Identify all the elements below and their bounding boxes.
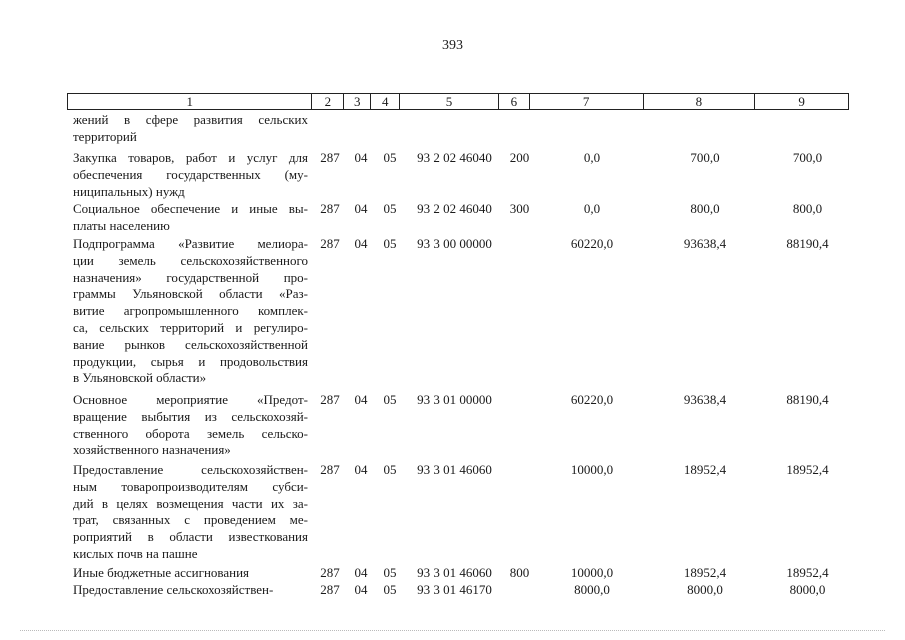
cell-col-8: 18952,4 bbox=[683, 565, 727, 580]
description-line: трат, связанных с проведением ме- bbox=[73, 512, 308, 528]
description-line: Предоставление сельскохозяйствен- bbox=[73, 462, 308, 477]
description-line: Закупка товаров, работ и услуг для bbox=[73, 150, 308, 165]
cell-col-5: 93 3 01 00000 bbox=[417, 392, 492, 407]
cell-col-9: 800,0 bbox=[792, 201, 823, 216]
cell-col-8: 93638,4 bbox=[683, 236, 727, 251]
cell-col-3: 04 bbox=[354, 150, 368, 165]
cell-col-9: 88190,4 bbox=[786, 392, 829, 407]
header-cell: 6 bbox=[499, 94, 530, 109]
header-cell: 7 bbox=[530, 94, 644, 109]
cell-col-4: 05 bbox=[383, 236, 397, 251]
cell-col-4: 05 bbox=[383, 201, 397, 216]
description-line: платы населению bbox=[73, 217, 170, 233]
row-description bbox=[73, 150, 308, 200]
cell-col-6: 800 bbox=[509, 565, 530, 580]
description-line: жений в сфере развития сельских bbox=[73, 112, 308, 127]
cell-col-8: 8000,0 bbox=[687, 582, 723, 597]
cell-col-8: 700,0 bbox=[690, 150, 720, 165]
description-line: са, сельских территорий и регулиро- bbox=[73, 319, 308, 335]
cell-col-7: 60220,0 bbox=[570, 236, 614, 251]
row-description bbox=[73, 462, 308, 563]
cell-col-9: 18952,4 bbox=[786, 462, 829, 477]
description-line: ственного оборота земель сельско- bbox=[73, 425, 308, 441]
cell-col-3: 04 bbox=[354, 582, 368, 597]
header-cell: 8 bbox=[644, 94, 756, 109]
cell-col-4: 05 bbox=[383, 150, 397, 165]
description-line: ниципальных) нужд bbox=[73, 183, 185, 199]
cell-col-2: 287 bbox=[320, 150, 340, 165]
cell-col-3: 04 bbox=[354, 201, 368, 216]
cell-col-5: 93 3 01 46170 bbox=[417, 582, 492, 597]
row-description bbox=[73, 582, 308, 599]
page-bottom-edge bbox=[20, 630, 885, 633]
cell-col-2: 287 bbox=[320, 392, 340, 407]
description-line: роприятий в области известкования bbox=[73, 529, 308, 545]
cell-col-6: 300 bbox=[509, 201, 530, 216]
cell-col-4: 05 bbox=[383, 392, 397, 407]
row-description bbox=[73, 565, 308, 582]
description-line: продукции, сырья и продовольствия bbox=[73, 353, 308, 369]
cell-col-3: 04 bbox=[354, 462, 368, 477]
cell-col-5: 93 2 02 46040 bbox=[417, 150, 492, 165]
cell-col-2: 287 bbox=[320, 236, 340, 251]
description-line: хозяйственного назначения» bbox=[73, 442, 231, 458]
cell-col-5: 93 2 02 46040 bbox=[417, 201, 492, 216]
header-cell: 3 bbox=[344, 94, 371, 109]
cell-col-4: 05 bbox=[383, 582, 397, 597]
cell-col-7: 10000,0 bbox=[570, 462, 614, 477]
page-number: 393 bbox=[442, 38, 463, 53]
cell-col-9: 8000,0 bbox=[789, 582, 826, 597]
description-line: витие агропромышленного комплек- bbox=[73, 303, 308, 319]
cell-col-7: 60220,0 bbox=[570, 392, 614, 407]
cell-col-4: 05 bbox=[383, 462, 397, 477]
cell-col-2: 287 bbox=[320, 565, 340, 580]
cell-col-7: 0,0 bbox=[583, 150, 601, 165]
cell-col-7: 10000,0 bbox=[570, 565, 614, 580]
description-line: ным товаропроизводителям субси- bbox=[73, 478, 308, 494]
cell-col-3: 04 bbox=[354, 565, 368, 580]
cell-col-3: 04 bbox=[354, 392, 368, 407]
header-cell: 2 bbox=[312, 94, 344, 109]
description-line: Социальное обеспечение и иные вы- bbox=[73, 201, 308, 216]
description-line: обеспечения государственных (му- bbox=[73, 166, 308, 182]
description-line: вание рынков сельскохозяйственной bbox=[73, 336, 308, 352]
cell-col-5: 93 3 00 00000 bbox=[417, 236, 492, 251]
row-description bbox=[73, 112, 308, 146]
description-line: территорий bbox=[73, 128, 137, 144]
cell-col-8: 93638,4 bbox=[683, 392, 727, 407]
description-line: кислых почв на пашне bbox=[73, 545, 198, 561]
cell-col-2: 287 bbox=[320, 582, 340, 597]
description-line: Основное мероприятие «Предот- bbox=[73, 392, 308, 407]
cell-col-7: 8000,0 bbox=[574, 582, 610, 597]
cell-col-9: 700,0 bbox=[792, 150, 823, 165]
cell-col-5: 93 3 01 46060 bbox=[417, 565, 492, 580]
description-line: назначения» государственной про- bbox=[73, 269, 308, 285]
description-line: дий в целях возмещения части их за- bbox=[73, 495, 308, 511]
description-line: вращение выбытия из сельскохозяй- bbox=[73, 408, 308, 424]
cell-col-8: 18952,4 bbox=[683, 462, 727, 477]
row-description bbox=[73, 392, 308, 459]
cell-col-2: 287 bbox=[320, 462, 340, 477]
cell-col-8: 800,0 bbox=[690, 201, 720, 216]
description-line: в Ульяновской области» bbox=[73, 370, 207, 386]
header-cell: 5 bbox=[400, 94, 499, 109]
row-description bbox=[73, 201, 308, 235]
description-line: граммы Ульяновской области «Раз- bbox=[73, 286, 308, 302]
cell-col-9: 88190,4 bbox=[786, 236, 829, 251]
cell-col-4: 05 bbox=[383, 565, 397, 580]
description-line: Подпрограмма «Развитие мелиора- bbox=[73, 236, 308, 251]
description-line: Иные бюджетные ассигнования bbox=[73, 565, 250, 580]
header-cell: 9 bbox=[798, 94, 805, 109]
cell-col-6: 200 bbox=[509, 150, 530, 165]
cell-col-5: 93 3 01 46060 bbox=[417, 462, 492, 477]
cell-col-9: 18952,4 bbox=[786, 565, 829, 580]
header-cell: 4 bbox=[371, 94, 400, 109]
cell-col-2: 287 bbox=[320, 201, 340, 216]
row-description bbox=[73, 236, 308, 387]
cell-col-7: 0,0 bbox=[583, 201, 601, 216]
cell-col-3: 04 bbox=[354, 236, 368, 251]
header-cell: 1 bbox=[68, 94, 312, 109]
description-line: Предоставление сельскохозяйствен- bbox=[73, 582, 274, 597]
description-line: ции земель сельскохозяйственного bbox=[73, 252, 308, 268]
